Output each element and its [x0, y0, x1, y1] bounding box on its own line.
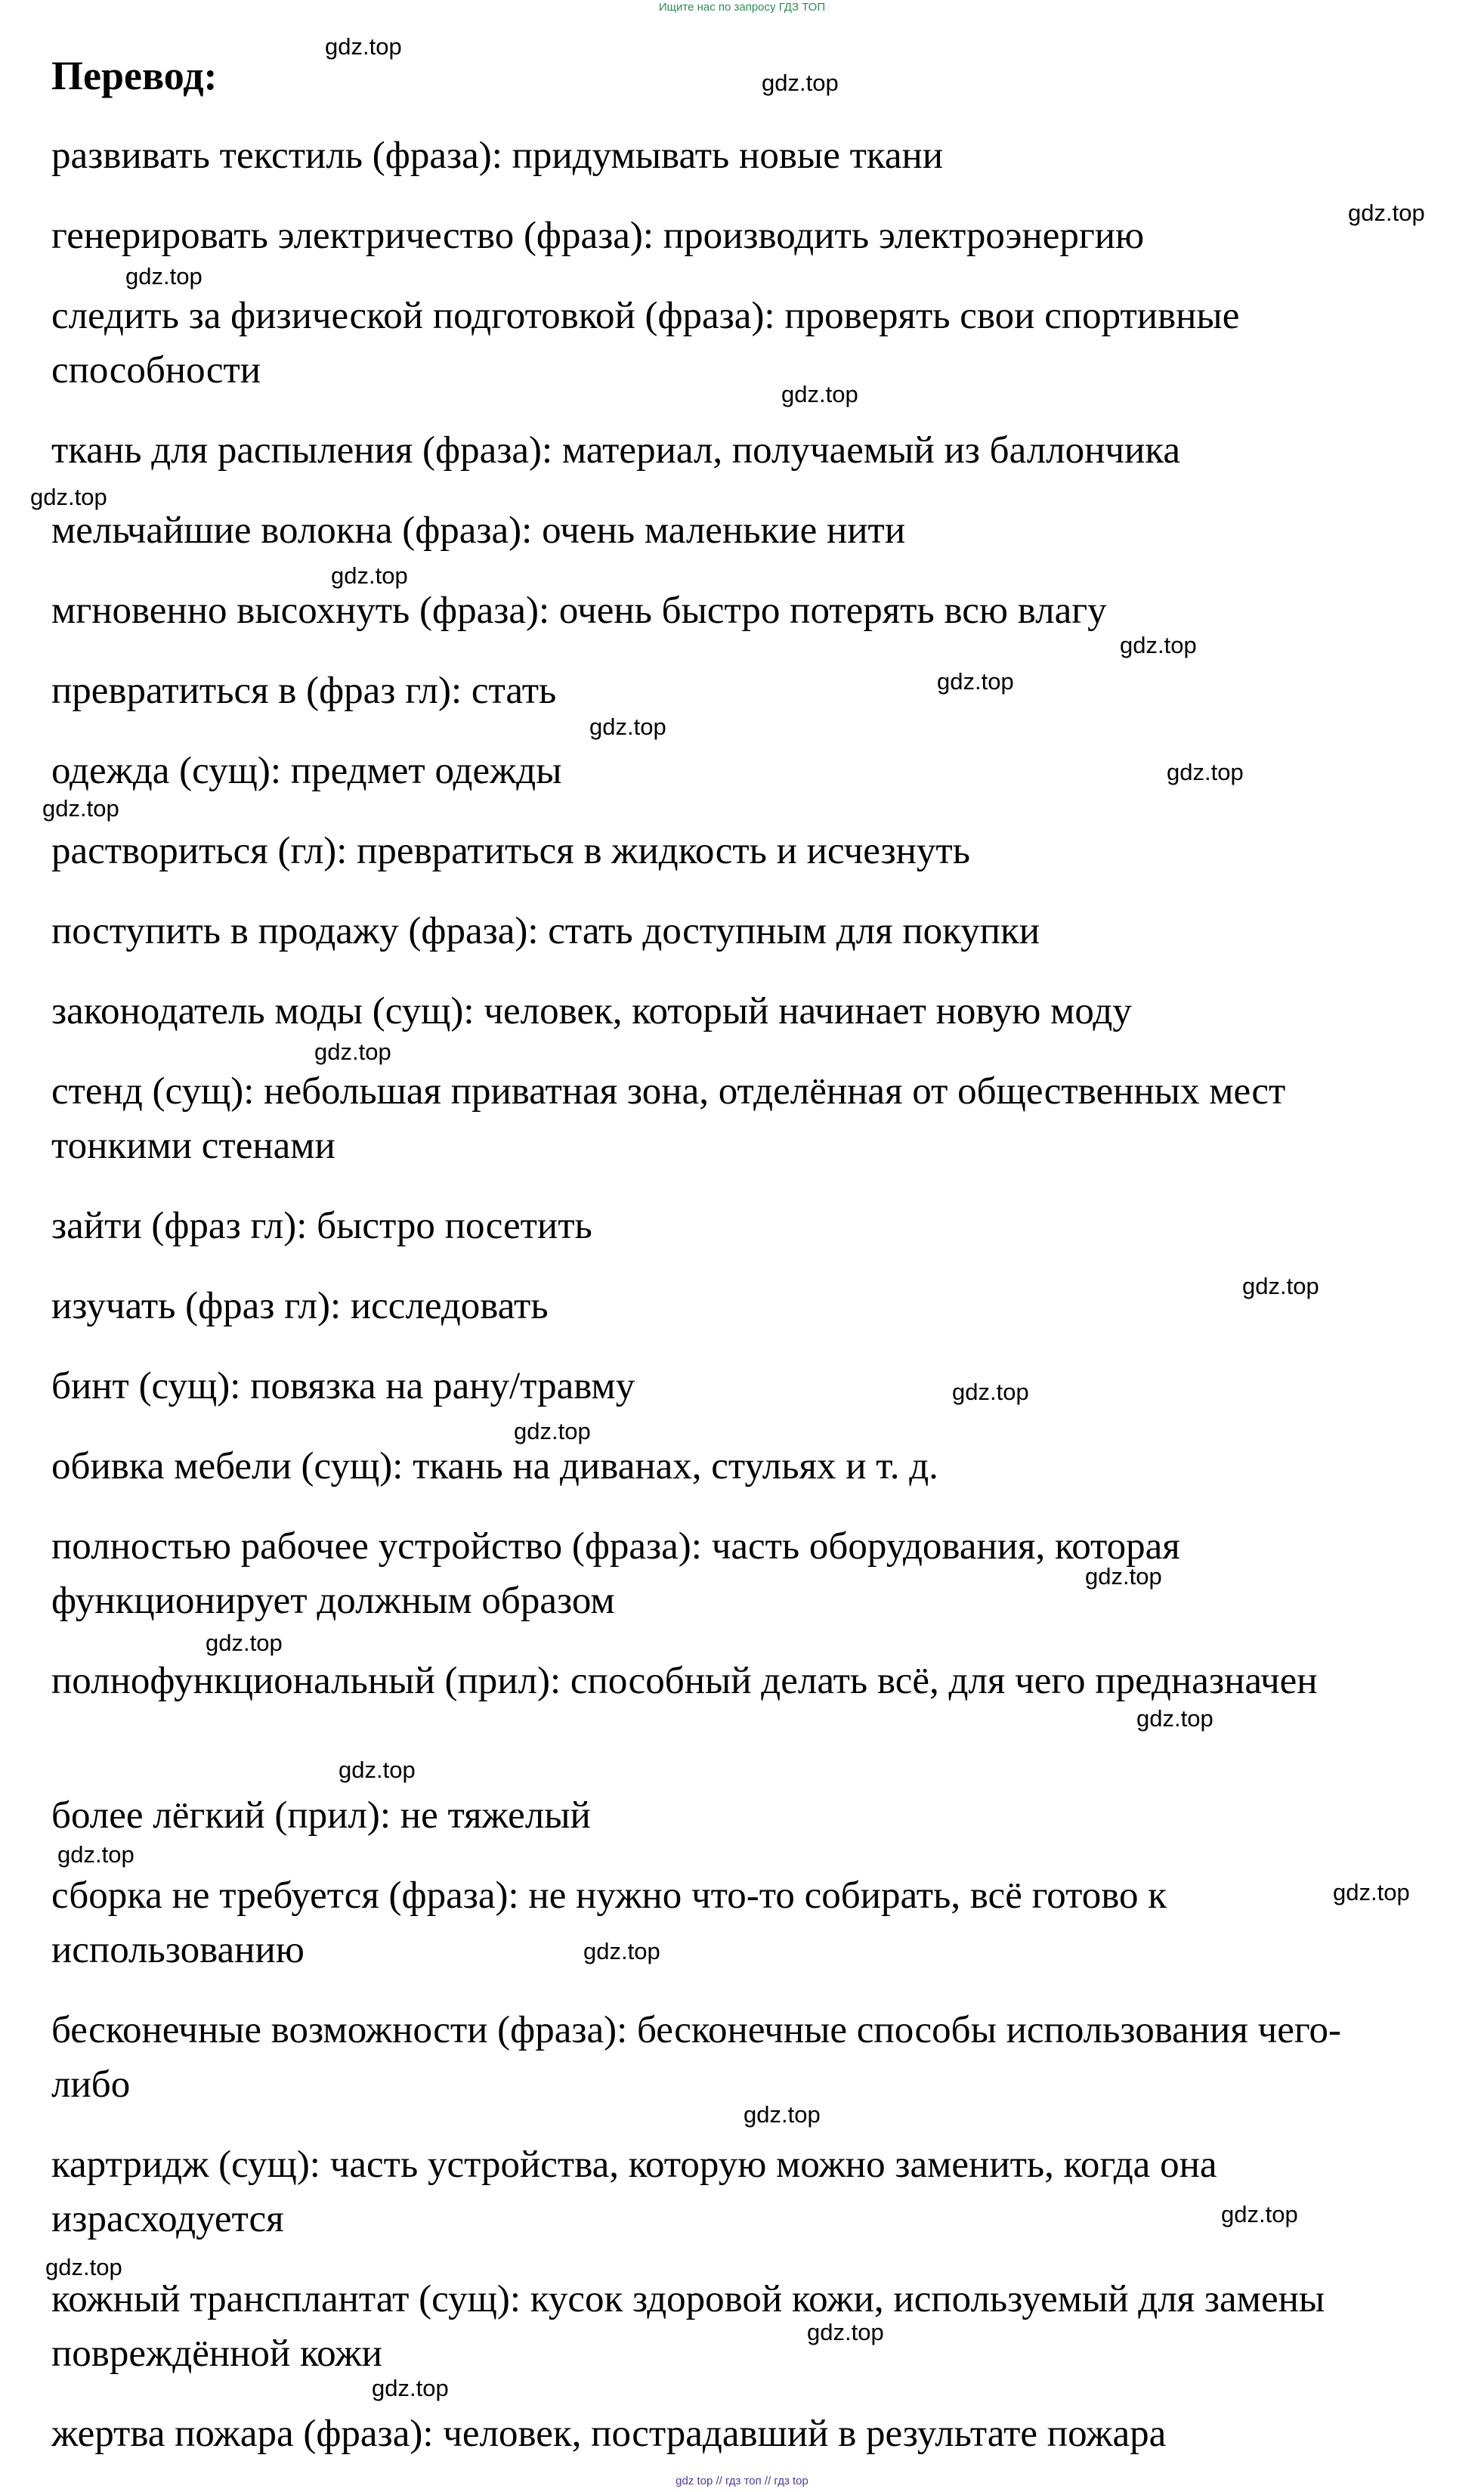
watermark: gdz.top — [1120, 632, 1197, 658]
watermark: gdz.top — [339, 1757, 416, 1783]
watermark: gdz.top — [1085, 1563, 1162, 1590]
list-item: мельчайшие волокна (фраза): очень маленькие нити — [51, 509, 906, 552]
watermark: gdz.top — [57, 1841, 134, 1868]
watermark: gdz.top — [1242, 1273, 1319, 1299]
watermark: gdz.top — [514, 1418, 591, 1444]
list-item: раствориться (гл): превратиться в жидкость и исчезнуть — [51, 830, 970, 872]
watermark: gdz.top — [45, 2254, 122, 2280]
list-item: полностью рабочее устройство (фраза): часть оборудования, которая функционирует должным образом — [51, 1525, 1180, 1622]
list-item: полнофункциональный (прил): способный делать всё, для чего предназначен — [51, 1660, 1318, 1702]
list-item: следить за физической подготовкой (фраза): проверять свои спортивные способности — [51, 295, 1240, 392]
watermark: gdz.top — [937, 668, 1014, 695]
watermark: gdz.top — [1136, 1705, 1213, 1732]
list-item: картридж (сущ): часть устройства, которую можно заменить, когда она израсходуется — [51, 2144, 1217, 2240]
list-item: ткань для распыления (фраза): материал, получаемый из баллончика — [51, 429, 1180, 472]
list-item: развивать текстиль (фраза): придумывать новые ткани — [51, 135, 944, 177]
list-item: законодатель моды (сущ): человек, который начинает новую моду — [51, 990, 1132, 1032]
watermark: gdz.top — [744, 2101, 821, 2128]
watermark: gdz.top — [1167, 759, 1244, 785]
watermark: gdz.top — [589, 714, 666, 740]
list-item: кожный трансплантат (сущ): кусок здоровой кожи, используемый для замены повреждённой кожи — [51, 2278, 1325, 2375]
list-item: сборка не требуется (фраза): не нужно что-то собирать, всё готово к использованию — [51, 1874, 1167, 1971]
watermark: gdz.top — [807, 2319, 884, 2345]
page-title: Перевод: — [51, 53, 218, 98]
list-item: изучать (фраз гл): исследовать — [51, 1285, 549, 1327]
list-item: зайти (фраз гл): быстро посетить — [51, 1205, 592, 1247]
watermark: gdz.top — [42, 795, 119, 822]
watermark: gdz.top — [314, 1039, 391, 1065]
watermark: gdz.top — [1348, 200, 1425, 226]
list-item: генерировать электричество (фраза): производить электроэнергию — [51, 215, 1145, 257]
list-item: мгновенно высохнуть (фраза): очень быстро потерять всю влагу — [51, 590, 1107, 632]
watermark: gdz.top — [30, 484, 107, 510]
list-item: жертва пожара (фраза): человек, пострадавший в результате пожара — [51, 2413, 1167, 2455]
list-item: более лёгкий (прил): не тяжелый — [51, 1794, 591, 1837]
list-item: поступить в продажу (фраза): стать доступным для покупки — [51, 910, 1040, 952]
list-item: превратиться в (фраз гл): стать — [51, 670, 557, 712]
top-banner: Ищите нас по запросу ГДЗ ТОП — [658, 1, 826, 14]
list-item: стенд (сущ): небольшая приватная зона, отделённая от общественных мест тонкими стенами — [51, 1070, 1286, 1167]
watermark: gdz.top — [1221, 2201, 1298, 2227]
watermark: gdz.top — [952, 1379, 1029, 1405]
watermark: gdz.top — [206, 1630, 283, 1656]
list-item: одежда (сущ): предмет одежды — [51, 750, 562, 792]
watermark: gdz.top — [781, 381, 858, 407]
list-item: бинт (сущ): повязка на рану/травму — [51, 1365, 635, 1407]
list-item: бесконечные возможности (фраза): бесконечные способы использования чего-либо — [51, 2009, 1341, 2106]
watermark: gdz.top — [762, 70, 839, 96]
watermark: gdz.top — [1333, 1879, 1410, 1905]
bottom-banner: gdz top // гдз топ // гдз top — [676, 2475, 808, 2487]
watermark: gdz.top — [325, 33, 402, 60]
list-item: обивка мебели (сущ): ткань на диванах, стульях и т. д. — [51, 1445, 938, 1487]
watermark: gdz.top — [372, 2375, 449, 2401]
watermark: gdz.top — [583, 1938, 660, 1964]
watermark: gdz.top — [331, 562, 408, 589]
watermark: gdz.top — [125, 263, 203, 289]
